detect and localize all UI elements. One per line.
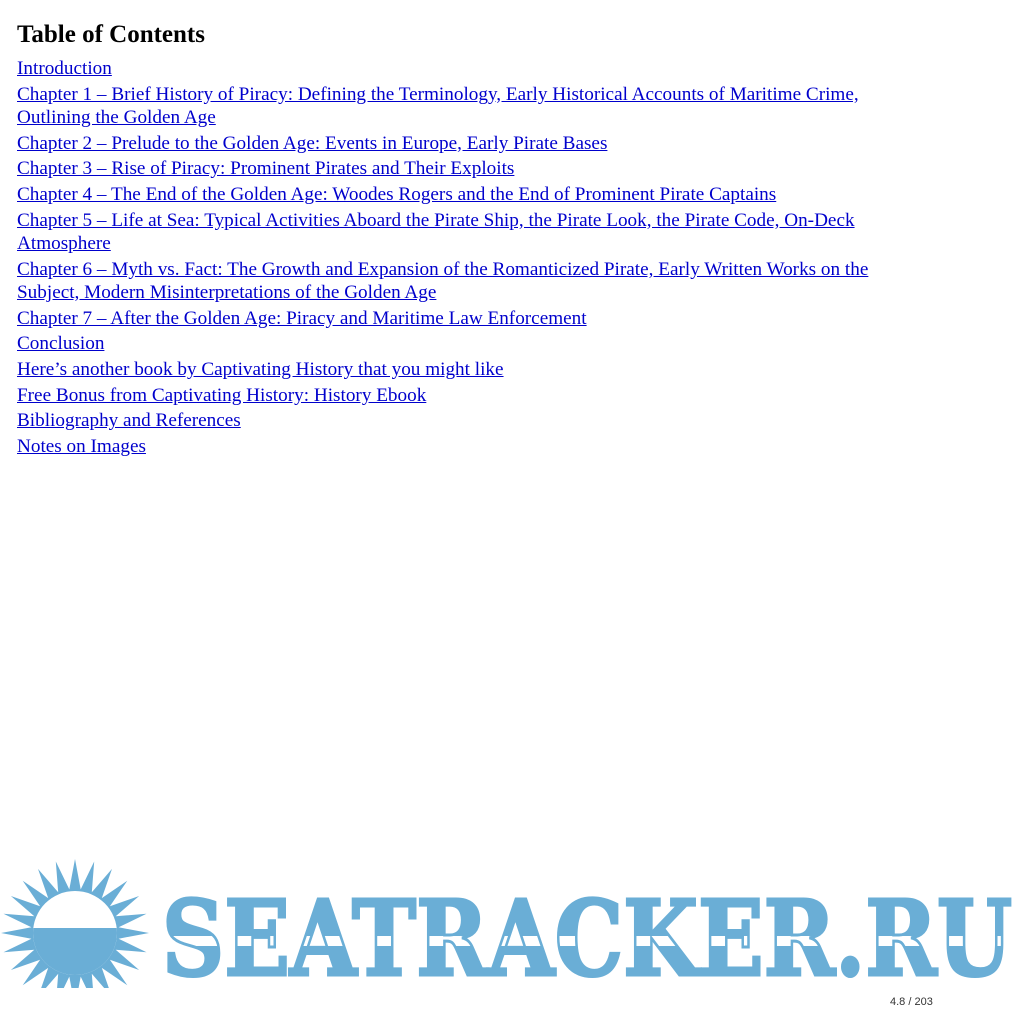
toc-link-chapter-2[interactable]: Chapter 2 – Prelude to the Golden Age: Events in Europe, Early Pirate Bases xyxy=(17,132,608,154)
watermark-logo xyxy=(0,858,1027,988)
toc-link-another-book[interactable]: Here’s another book by Captivating History that you might like xyxy=(17,359,504,381)
page-indicator: 4.8 / 203 xyxy=(890,996,933,1008)
toc-link-introduction[interactable]: Introduction xyxy=(17,58,112,79)
list-item xyxy=(17,384,927,407)
list-item xyxy=(17,183,927,206)
toc-link-chapter-4[interactable]: Chapter 4 – The End of the Golden Age: Woodes Rogers and the End of Prominent Pirate Captains xyxy=(17,184,777,206)
list-item xyxy=(17,258,927,305)
page-title: Table of Contents xyxy=(17,21,205,48)
list-item xyxy=(17,57,927,80)
list-item xyxy=(17,332,927,355)
toc-link-chapter-6[interactable]: Chapter 6 – Myth vs. Fact: The Growth and Expansion of the Romanticized Pirate, Early Written Works on the Subject, Modern Misinterpretations of the Golden Age xyxy=(17,258,869,304)
toc-link-chapter-5[interactable]: Chapter 5 – Life at Sea: Typical Activities Aboard the Pirate Ship, the Pirate Look, the Pirate Code, On-Deck Atmosphere xyxy=(17,209,855,255)
list-item xyxy=(17,358,927,381)
sun-icon xyxy=(1,859,149,988)
list-item xyxy=(17,83,927,130)
list-item xyxy=(17,435,927,458)
list-item xyxy=(17,132,927,155)
list-item xyxy=(17,157,927,180)
toc-link-chapter-7[interactable]: Chapter 7 – After the Golden Age: Piracy and Maritime Law Enforcement xyxy=(17,307,587,329)
list-item xyxy=(17,307,927,330)
toc-link-chapter-1[interactable]: Chapter 1 – Brief History of Piracy: Defining the Terminology, Early Historical Accounts of Maritime Crime, Outlining the Golden Age xyxy=(17,83,859,128)
watermark-text: SEATRACKER.RU xyxy=(162,877,1012,988)
toc-link-conclusion[interactable]: Conclusion xyxy=(17,333,105,355)
toc-link-notes-on-images[interactable]: Notes on Images xyxy=(17,436,146,458)
list-item xyxy=(17,209,927,256)
toc-link-free-bonus[interactable]: Free Bonus from Captivating History: History Ebook xyxy=(17,384,427,406)
list-item xyxy=(17,409,927,432)
toc-link-bibliography[interactable]: Bibliography and References xyxy=(17,410,241,432)
toc-link-chapter-3[interactable]: Chapter 3 – Rise of Piracy: Prominent Pirates and Their Exploits xyxy=(17,158,515,180)
table-of-contents xyxy=(17,18,927,461)
toc-list xyxy=(17,57,927,458)
